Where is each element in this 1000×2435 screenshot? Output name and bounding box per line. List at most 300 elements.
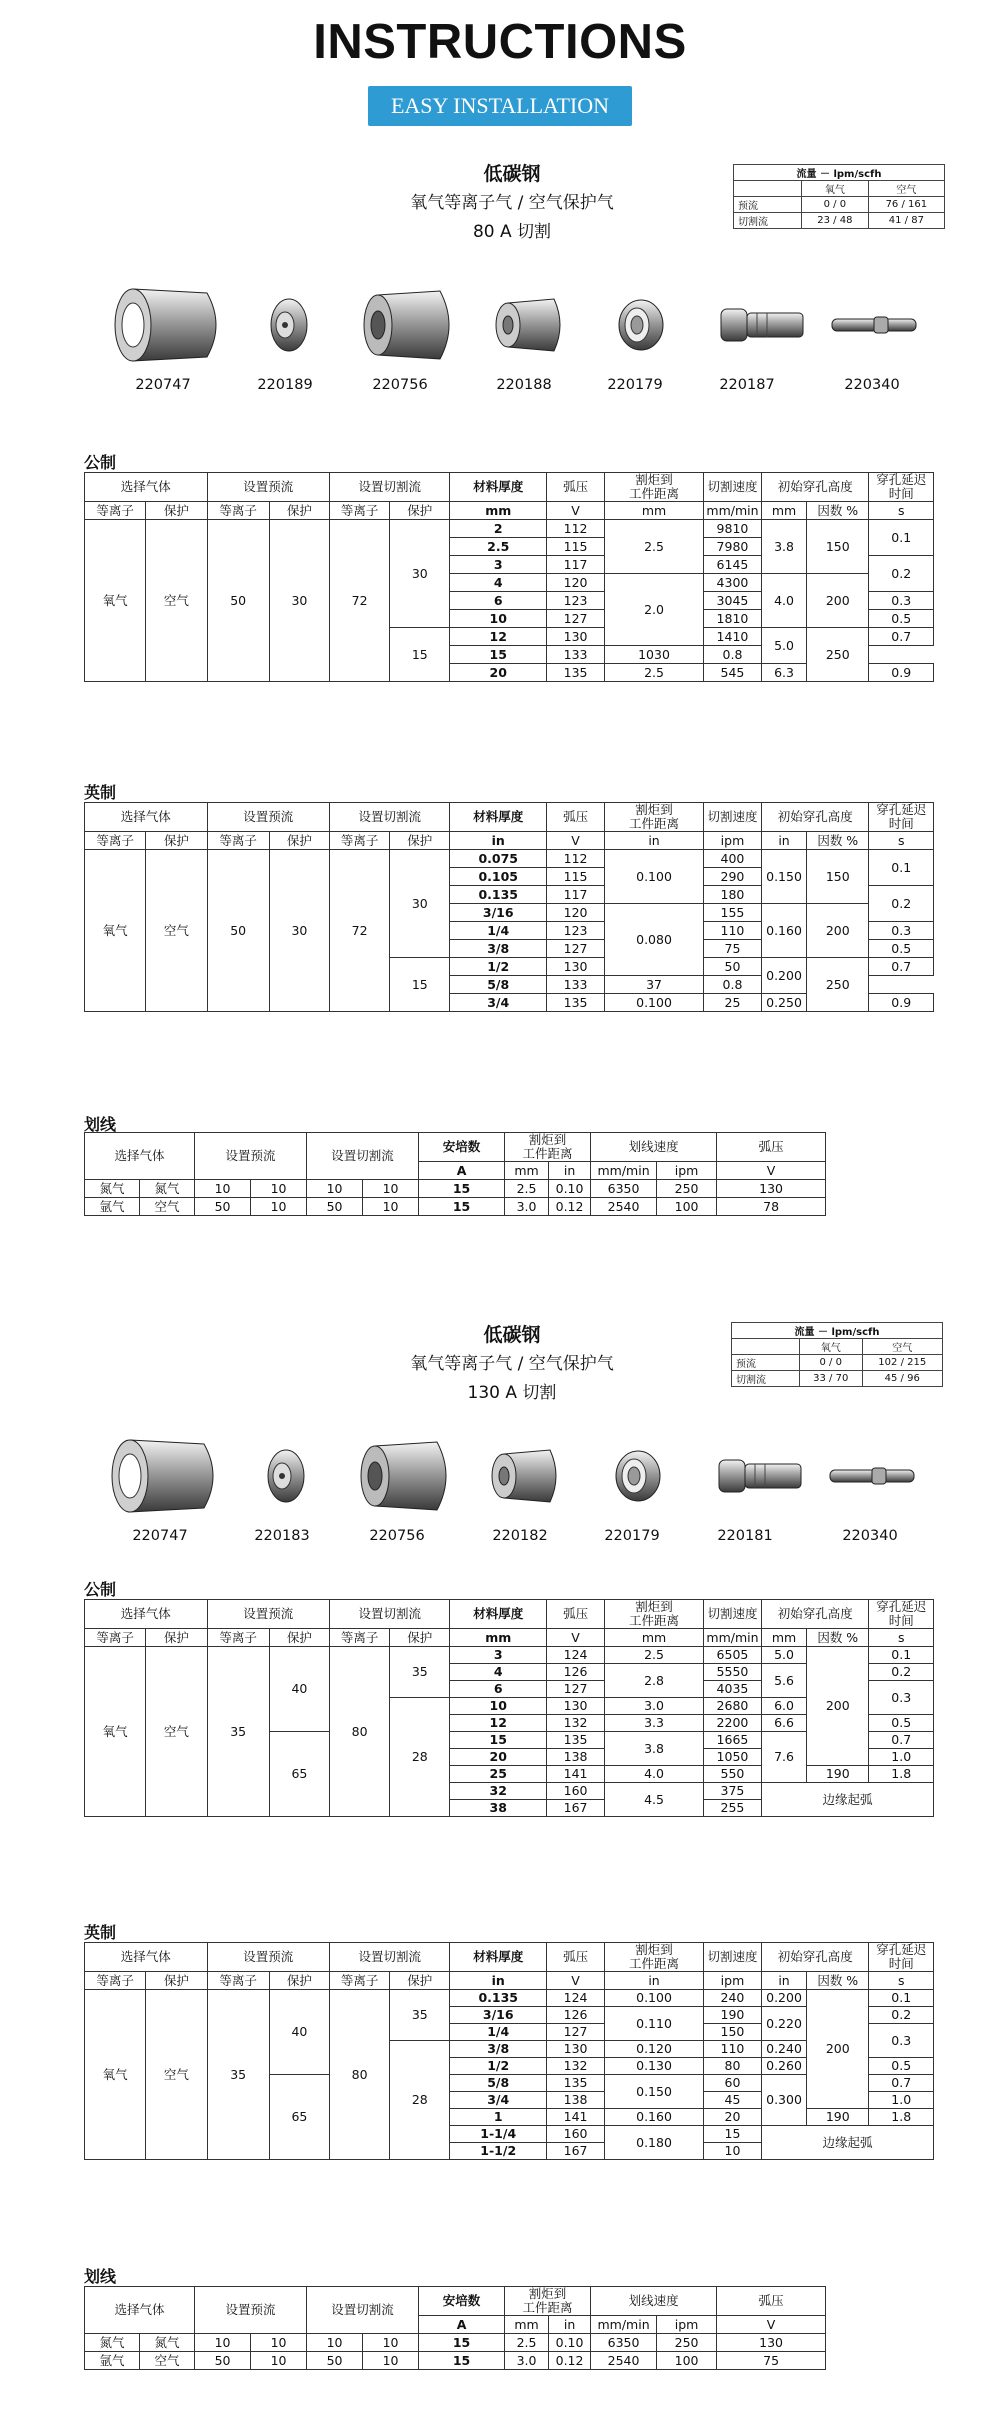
table-header-cell: A [419, 1162, 505, 1180]
electrode-icon [687, 277, 815, 373]
table-cell: 160 [547, 2126, 605, 2143]
table-cell: 0.240 [761, 2041, 806, 2058]
table-cell: 200 [807, 1990, 869, 2109]
easy-installation-badge: EASY INSTALLATION [368, 86, 632, 126]
table-cell: 0.250 [761, 994, 806, 1012]
table-cell: 3.3 [605, 1715, 704, 1732]
table-header-cell: 设置切割流 [330, 803, 450, 832]
table-header-cell: V [547, 502, 605, 520]
table-cell: 10 [251, 1198, 307, 1216]
table-cell: 75 [717, 2352, 826, 2370]
table-cell: 255 [703, 1800, 761, 1817]
table-cell: 10 [363, 2352, 419, 2370]
marking-label: 划线 [84, 2267, 117, 2286]
material-title: 低碳钢 [483, 1324, 541, 1346]
gas-subtitle: 氧气等离子气 / 空气保护气 [410, 193, 614, 213]
table-cell: 375 [703, 1783, 761, 1800]
table-header-cell: in [605, 832, 704, 850]
table-cell: 0.135 [450, 1990, 547, 2007]
table-cell: 0.3 [869, 2024, 934, 2058]
table-cell: 5550 [703, 1664, 761, 1681]
table-header-cell: 设置切割流 [307, 2287, 419, 2334]
table-header-cell: 保护 [146, 502, 207, 520]
table-cell: 25 [703, 994, 761, 1012]
table-cell: 1.8 [869, 1766, 934, 1783]
water-tube-icon [812, 277, 940, 373]
table-cell: 0.2 [869, 886, 934, 922]
nozzle-tip-icon [225, 277, 353, 373]
table-cell: 0.5 [869, 1715, 934, 1732]
table-cell: 0.8 [703, 646, 761, 664]
table-cell: 167 [547, 1800, 605, 1817]
table-cell: 1030 [605, 646, 704, 664]
table-cell: 3/8 [450, 940, 547, 958]
table-header-cell: 材料厚度 [450, 1600, 547, 1629]
table-row [85, 1647, 934, 1664]
table-cell: 110 [703, 922, 761, 940]
part-number: 220340 [844, 377, 900, 393]
table-cell: 130 [547, 628, 605, 646]
table-cell: 38 [450, 1800, 547, 1817]
table-cell: 2680 [703, 1698, 761, 1715]
table-cell: 3/4 [450, 994, 547, 1012]
table-cell: 0.150 [761, 850, 806, 904]
table-cell: 3.0 [605, 1698, 704, 1715]
table-cell: 5.0 [761, 628, 806, 664]
table-header-cell: 等离子 [207, 832, 269, 850]
table-cell: 15 [450, 1732, 547, 1749]
table-cell: 0.8 [703, 976, 761, 994]
table-cell: 550 [703, 1766, 761, 1783]
table-header-cell: 切割速度 [703, 1943, 761, 1972]
table-cell: 氮气 [140, 2334, 195, 2352]
table-header-row [85, 1133, 826, 1162]
table-header-cell: s [869, 832, 934, 850]
table-header-cell: V [547, 832, 605, 850]
table-header-row [85, 473, 934, 502]
table-cell: 50 [307, 2352, 363, 2370]
table-row [85, 850, 934, 868]
table-header-cell: 保护 [269, 1629, 329, 1647]
table-cell: 0.300 [761, 2075, 806, 2126]
table-cell: 1050 [703, 1749, 761, 1766]
table-cell: 200 [807, 1647, 869, 1766]
table-cell: 180 [703, 886, 761, 904]
table-cell: 0.7 [869, 1732, 934, 1749]
table-cell: 75 [703, 940, 761, 958]
table-row [85, 2334, 826, 2352]
table-cell: 15 [419, 1198, 505, 1216]
page-title: INSTRUCTIONS [313, 15, 687, 69]
table-cell: 3.8 [605, 1732, 704, 1766]
table-cell: 空气 [140, 2352, 195, 2370]
table-header-cell: 等离子 [330, 1629, 390, 1647]
table-header-cell: mm/min [703, 1629, 761, 1647]
part-number: 220187 [719, 377, 775, 393]
table-cell: 1810 [703, 610, 761, 628]
nozzle-icon [460, 1428, 588, 1524]
table-cell: 133 [547, 646, 605, 664]
material-title: 低碳钢 [483, 163, 541, 185]
table-header-cell: mm/min [591, 2316, 657, 2334]
table-header-cell: 设置预流 [207, 1943, 330, 1972]
table-cell: 4.0 [605, 1766, 704, 1783]
table-cell: 40 [269, 1990, 329, 2075]
table-cell: 0.130 [605, 2058, 704, 2075]
table-cell: 边缘起弧 [761, 1783, 933, 1817]
table-cell: 10 [307, 2334, 363, 2352]
table-header-row [85, 1972, 934, 1990]
table-header-cell: 初始穿孔高度 [761, 803, 868, 832]
table-cell: 0.100 [605, 850, 704, 904]
table-cell: 6145 [703, 556, 761, 574]
table-header-cell: mm [605, 502, 704, 520]
table-cell: 290 [703, 868, 761, 886]
retaining-cap-icon [340, 277, 468, 373]
table-cell: 0.100 [605, 1990, 704, 2007]
table-cell: 0.10 [549, 2334, 591, 2352]
table-cell: 10 [363, 1198, 419, 1216]
marking-table-80a [84, 1132, 826, 1216]
table-cell: 空气 [146, 1990, 207, 2160]
table-cell: 0.3 [869, 1681, 934, 1715]
table-cell: 126 [547, 1664, 605, 1681]
table-cell: 氮气 [85, 1180, 140, 1198]
metric-label: 公制 [84, 453, 117, 472]
table-header-row [85, 832, 934, 850]
table-header-cell: 弧压 [717, 1133, 826, 1162]
table-cell: 112 [547, 520, 605, 538]
table-cell: 135 [547, 1732, 605, 1749]
table-cell: 115 [547, 868, 605, 886]
table-cell: 0.7 [869, 2075, 934, 2092]
table-header-cell: 等离子 [330, 502, 390, 520]
table-cell: 15 [390, 958, 450, 1012]
part-shield [100, 1428, 220, 1544]
table-cell: 141 [547, 2109, 605, 2126]
table-cell: 10 [251, 2334, 307, 2352]
table-cell: 0.080 [605, 904, 704, 976]
table-cell: 0.105 [450, 868, 547, 886]
table-cell: 2540 [591, 1198, 657, 1216]
table-header-cell: 保护 [390, 832, 450, 850]
table-cell: 2 [450, 520, 547, 538]
swirl-ring-icon [575, 277, 703, 373]
table-header-cell: 等离子 [85, 502, 146, 520]
table-header-cell: 安培数 [419, 1133, 505, 1162]
table-cell: 0.200 [761, 1990, 806, 2007]
table-cell: 240 [703, 1990, 761, 2007]
table-cell: 3/8 [450, 2041, 547, 2058]
table-cell: 6505 [703, 1647, 761, 1664]
table-row [85, 520, 934, 538]
table-cell: 1665 [703, 1732, 761, 1749]
table-header-cell: s [869, 1972, 934, 1990]
table-cell: 3045 [703, 592, 761, 610]
table-cell: 1.0 [869, 1749, 934, 1766]
table-cell: 1/4 [450, 2024, 547, 2041]
table-cell: 127 [547, 610, 605, 628]
table-header-cell: 割炬到 工件距离 [605, 1943, 704, 1972]
table-cell: 2.5 [605, 664, 704, 682]
table-header-cell: 等离子 [330, 1972, 390, 1990]
table-cell: 氧气 [85, 850, 146, 1012]
table-cell: 120 [547, 574, 605, 592]
table-cell: 0.1 [869, 850, 934, 886]
gas-subtitle: 氧气等离子气 / 空气保护气 [410, 1354, 614, 1374]
table-cell: 10 [195, 2334, 251, 2352]
table-cell: 123 [547, 592, 605, 610]
table-row [85, 1990, 934, 2007]
table-header-cell: 保护 [390, 502, 450, 520]
table-header-cell: 保护 [146, 832, 207, 850]
part-number: 220747 [135, 377, 191, 393]
table-cell: 20 [703, 2109, 761, 2126]
table-cell: 空气 [146, 850, 207, 1012]
table-cell: 28 [390, 1698, 450, 1817]
table-cell: 0.120 [605, 2041, 704, 2058]
part-number: 220189 [257, 377, 313, 393]
table-header-cell: A [419, 2316, 505, 2334]
table-header-cell: mm [450, 502, 547, 520]
part-number: 220181 [717, 1528, 773, 1544]
table-header-cell: 保护 [146, 1972, 207, 1990]
table-header-cell: mm [505, 1162, 549, 1180]
table-row [85, 1198, 826, 1216]
table-cell: 0.200 [761, 958, 806, 994]
flow-cell: 0 / 0 [800, 1355, 863, 1371]
table-cell: 6.0 [761, 1698, 806, 1715]
table-header-cell: 保护 [269, 1972, 329, 1990]
table-cell: 120 [547, 904, 605, 922]
table-cell: 135 [547, 2075, 605, 2092]
table-header-cell: V [717, 1162, 826, 1180]
table-cell: 0.150 [605, 2075, 704, 2109]
flow-row-label: 预流 [734, 197, 802, 213]
part-electrode [687, 277, 807, 393]
part-number: 220756 [372, 377, 428, 393]
table-header-cell: in [761, 832, 806, 850]
flow-cell: 45 / 96 [862, 1371, 943, 1387]
part-retaining [225, 277, 345, 393]
table-header-row [85, 1600, 934, 1629]
flow-col-oxygen: 氧气 [800, 1339, 863, 1355]
flow-cell: 41 / 87 [868, 213, 944, 229]
table-header-cell: 切割速度 [703, 803, 761, 832]
part-number: 220756 [369, 1528, 425, 1544]
table-header-cell: 割炬到 工件距离 [605, 473, 704, 502]
table-cell: 117 [547, 886, 605, 904]
water-tube-icon [810, 1428, 938, 1524]
table-cell: 5/8 [450, 976, 547, 994]
table-cell: 130 [717, 2334, 826, 2352]
table-header-cell: ipm [657, 2316, 717, 2334]
table-cell: 28 [390, 2041, 450, 2160]
part-electrode [685, 1428, 805, 1544]
table-cell: 65 [269, 2075, 329, 2160]
table-cell: 1.0 [869, 2092, 934, 2109]
table-cell: 0.5 [869, 940, 934, 958]
table-cell: 0.180 [605, 2126, 704, 2160]
table-cell: 130 [547, 1698, 605, 1715]
table-cell: 10 [251, 2352, 307, 2370]
table-cell: 250 [807, 628, 869, 682]
table-cell: 15 [419, 1180, 505, 1198]
table-header-cell: 穿孔延迟 时间 [869, 803, 934, 832]
table-cell: 25 [450, 1766, 547, 1783]
table-cell: 12 [450, 628, 547, 646]
table-cell: 10 [703, 2143, 761, 2160]
table-cell: 130 [547, 2041, 605, 2058]
table-cell: 132 [547, 1715, 605, 1732]
table-header-cell: mm [761, 502, 806, 520]
table-header-cell: 划线速度 [591, 1133, 717, 1162]
part-number: 220182 [492, 1528, 548, 1544]
table-cell: 200 [807, 574, 869, 628]
table-cell: 190 [807, 1766, 869, 1783]
table-header-cell: 穿孔延迟 时间 [869, 1943, 934, 1972]
table-cell: 400 [703, 850, 761, 868]
table-header-cell: 弧压 [547, 473, 605, 502]
table-cell: 35 [207, 1647, 269, 1817]
table-header-cell: 等离子 [207, 1972, 269, 1990]
table-header-cell: 割炬到 工件距离 [605, 1600, 704, 1629]
table-cell: 3/16 [450, 904, 547, 922]
table-header-cell: 选择气体 [85, 1600, 208, 1629]
table-cell: 200 [807, 904, 869, 958]
table-cell: 0.1 [869, 1990, 934, 2007]
table-cell: 4300 [703, 574, 761, 592]
table-header-cell: 设置预流 [207, 803, 330, 832]
table-header-cell: 选择气体 [85, 473, 208, 502]
table-cell: 0.2 [869, 556, 934, 592]
table-header-cell: 保护 [390, 1629, 450, 1647]
table-header-cell: 设置切割流 [330, 1943, 450, 1972]
table-cell: 190 [703, 2007, 761, 2024]
part-retaining [222, 1428, 342, 1544]
table-cell: 2.5 [505, 2334, 549, 2352]
table-cell: 50 [207, 850, 269, 1012]
table-cell: 141 [547, 1766, 605, 1783]
table-cell: 5.0 [761, 1647, 806, 1664]
table-cell: 80 [330, 1647, 390, 1817]
table-header-cell: 割炬到 工件距离 [505, 2287, 591, 2316]
table-header-cell: 等离子 [207, 1629, 269, 1647]
table-header-cell: 初始穿孔高度 [761, 1600, 868, 1629]
flow-table [733, 164, 945, 229]
table-cell: 0.100 [605, 994, 704, 1012]
table-header-cell: 穿孔延迟 时间 [869, 1600, 934, 1629]
table-header-cell: V [547, 1629, 605, 1647]
table-cell: 0.220 [761, 2007, 806, 2041]
table-cell: 6350 [591, 1180, 657, 1198]
table-cell: 氧气 [85, 520, 146, 682]
table-cell: 5.6 [761, 1664, 806, 1698]
table-cell: 4 [450, 1664, 547, 1681]
table-cell: 0.110 [605, 2007, 704, 2041]
table-cell: 80 [330, 1990, 390, 2160]
table-cell: 2.8 [605, 1664, 704, 1698]
flow-row-label: 切割流 [734, 213, 802, 229]
current-subtitle: 130 A 切割 [467, 1383, 557, 1403]
table-cell: 150 [703, 2024, 761, 2041]
part-number: 220183 [254, 1528, 310, 1544]
table-cell: 10 [450, 1698, 547, 1715]
part-number: 220747 [132, 1528, 188, 1544]
table-header-row [85, 803, 934, 832]
table-cell: 4.0 [761, 574, 806, 628]
table-cell: 50 [207, 520, 269, 682]
table-header-cell: 等离子 [330, 832, 390, 850]
table-cell: 7.6 [761, 1732, 806, 1783]
table-header-cell: mm [505, 2316, 549, 2334]
table-header-cell: in [605, 1972, 704, 1990]
table-cell: 100 [657, 1198, 717, 1216]
table-header-cell: ipm [703, 832, 761, 850]
table-cell: 117 [547, 556, 605, 574]
table-cell: 0.2 [869, 2007, 934, 2024]
table-cell: 15 [419, 2352, 505, 2370]
table-header-cell: 安培数 [419, 2287, 505, 2316]
table-header-cell: in [761, 1972, 806, 1990]
table-cell: 160 [547, 1783, 605, 1800]
table-cell: 250 [807, 958, 869, 1012]
table-cell: 138 [547, 1749, 605, 1766]
table-cell: 10 [195, 1180, 251, 1198]
metric-cut-table-130a [84, 1599, 934, 1817]
table-header-cell: mm/min [703, 502, 761, 520]
table-cell: 250 [657, 1180, 717, 1198]
table-cell: 空气 [146, 520, 207, 682]
table-cell: 2.0 [605, 574, 704, 646]
table-header-cell: ipm [657, 1162, 717, 1180]
table-cell: 30 [390, 850, 450, 958]
table-cell: 0.9 [869, 994, 934, 1012]
table-header-cell: mm [761, 1629, 806, 1647]
part-number: 220179 [604, 1528, 660, 1544]
table-cell: 1.8 [869, 2109, 934, 2126]
table-cell: 50 [195, 1198, 251, 1216]
table-cell: 2.5 [505, 1180, 549, 1198]
part-shield [103, 277, 223, 393]
flow-col-oxygen: 氧气 [802, 181, 869, 197]
nozzle-tip-icon [222, 1428, 350, 1524]
imperial-cut-table-130a [84, 1942, 934, 2160]
table-cell: 37 [605, 976, 704, 994]
table-cell: 0.1 [869, 520, 934, 556]
table-cell: 4 [450, 574, 547, 592]
table-cell: 0.1 [869, 1647, 934, 1664]
table-cell: 30 [269, 520, 329, 682]
table-header-cell: mm [605, 1629, 704, 1647]
table-header-cell: 设置切割流 [330, 473, 450, 502]
table-header-cell: 弧压 [717, 2287, 826, 2316]
table-cell: 氩气 [85, 2352, 140, 2370]
table-cell: 0.7 [869, 958, 934, 976]
table-header-cell: mm/min [591, 1162, 657, 1180]
table-cell: 4.5 [605, 1783, 704, 1817]
table-header-cell: ipm [703, 1972, 761, 1990]
table-header-cell: 材料厚度 [450, 803, 547, 832]
imperial-label: 英制 [84, 783, 117, 802]
flow-caption: 流量 － lpm/scfh [732, 1323, 943, 1339]
table-header-cell: in [549, 1162, 591, 1180]
swirl-ring-icon [572, 1428, 700, 1524]
table-header-cell: 因数 % [807, 832, 869, 850]
nozzle-icon [464, 277, 592, 373]
table-cell: 3 [450, 556, 547, 574]
table-cell: 6 [450, 1681, 547, 1698]
